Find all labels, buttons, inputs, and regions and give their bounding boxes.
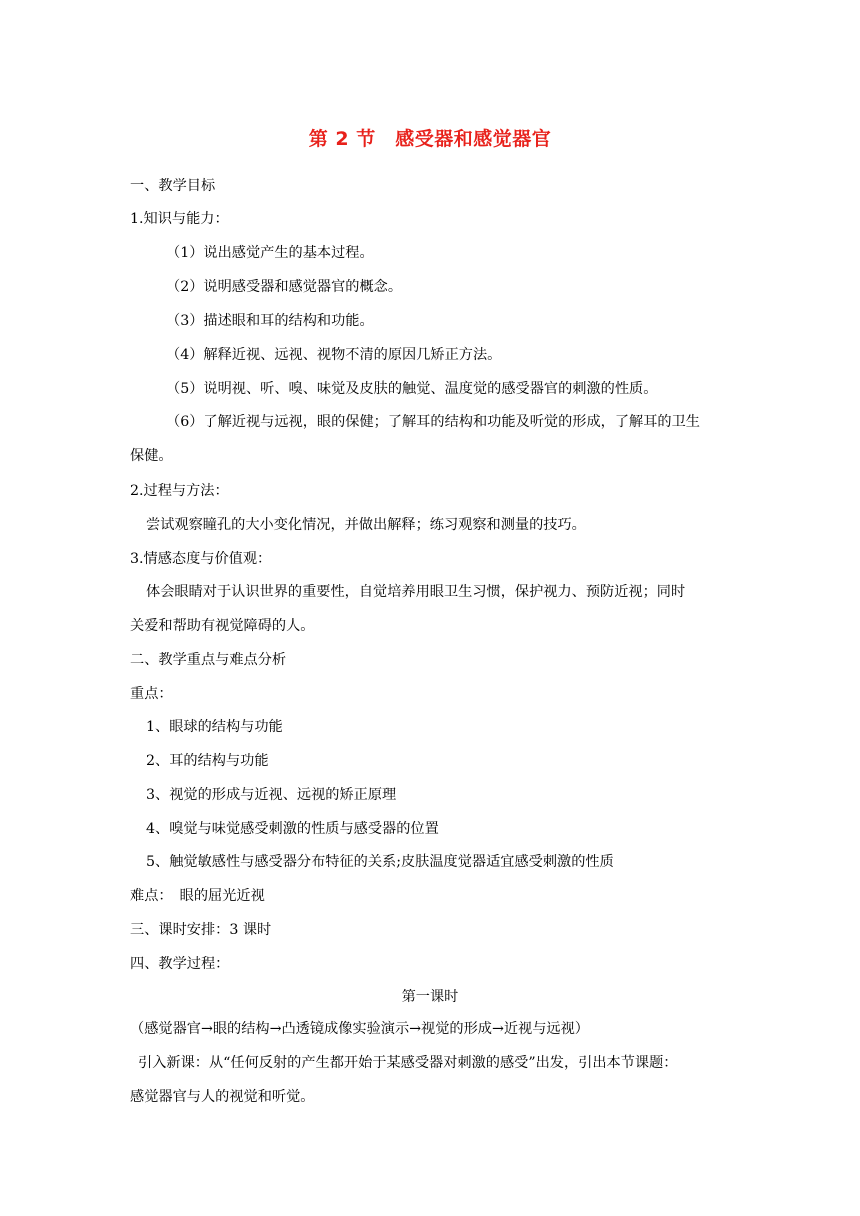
key-point-item: 3、视觉的形成与近视、远视的矫正原理: [146, 787, 397, 803]
difficulty-line: 难点： 眼的屈光近视: [130, 888, 265, 904]
key-point-item: 1、眼球的结构与功能: [146, 719, 283, 735]
objective-item: （3）描述眼和耳的结构和功能。: [166, 313, 374, 329]
process-text: 尝试观察瞳孔的大小变化情况，并做出解释；练习观察和测量的技巧。: [146, 517, 586, 533]
section-heading-process: 四、教学过程：: [130, 956, 230, 972]
objective-item: （5）说明视、听、嗅、味觉及皮肤的触觉、温度觉的感受器官的刺激的性质。: [166, 381, 658, 397]
objective-item: （2）说明感受器和感觉器官的概念。: [166, 279, 403, 295]
subheading-attitude: 3.情感态度与价值观：: [130, 551, 272, 567]
section-heading-key-points: 二、教学重点与难点分析: [130, 652, 287, 668]
section-heading-schedule: 三、课时安排：3 课时: [130, 922, 272, 938]
subheading-knowledge: 1.知识与能力：: [130, 211, 229, 227]
section-heading-objectives: 一、教学目标: [130, 178, 216, 194]
attitude-text-continued: 关爱和帮助有视觉障碍的人。: [130, 618, 315, 634]
subheading-process: 2.过程与方法：: [130, 483, 229, 499]
key-points-label: 重点：: [130, 686, 173, 702]
objective-item: （1）说出感觉产生的基本过程。: [166, 245, 374, 261]
intro-text-continued: 感觉器官与人的视觉和听觉。: [130, 1089, 315, 1105]
document-title: 第 2 节 感受器和感觉器官: [308, 128, 552, 150]
intro-text: 引入新课：从“任何反射的产生都开始于某感受器对刺激的感受”出发，引出本节课题：: [138, 1055, 678, 1071]
attitude-text: 体会眼睛对于认识世界的重要性，自觉培养用眼卫生习惯，保护视力、预防近视；同时: [146, 584, 686, 600]
objective-item: （4）解释近视、远视、视物不清的原因几矫正方法。: [166, 347, 502, 363]
lesson-flow: （感觉器官→眼的结构→凸透镜成像实验演示→视觉的形成→近视与远视）: [130, 1021, 589, 1037]
key-point-item: 4、嗅觉与味觉感受刺激的性质与感受器的位置: [146, 821, 439, 837]
objective-item: （6）了解近视与远视，眼的保健；了解耳的结构和功能及听觉的形成，了解耳的卫生: [166, 414, 700, 430]
lesson-title: 第一课时: [401, 989, 459, 1005]
objective-item-continued: 保健。: [130, 448, 173, 464]
key-point-item: 2、耳的结构与功能: [146, 753, 269, 769]
key-point-item: 5、触觉敏感性与感受器分布特征的关系;皮肤温度觉器适宜感受刺激的性质: [146, 854, 614, 870]
